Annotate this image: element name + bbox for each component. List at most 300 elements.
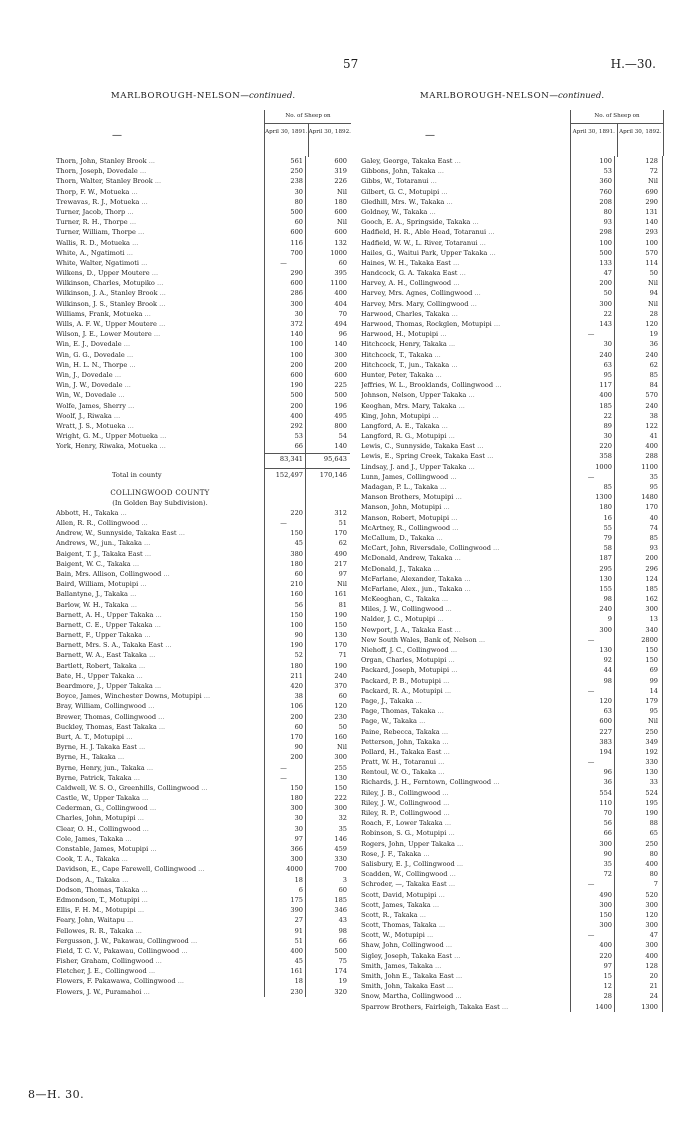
owner-name: Newport, J. A., Takaka East ... (361, 625, 461, 634)
col-1892-header: April 30, 1892. (308, 129, 351, 135)
sheep-1892: 71 (338, 651, 347, 660)
leader-dots: ... (181, 946, 188, 955)
sheep-1891: 4000 (286, 865, 303, 874)
leader-dots: ... (434, 350, 441, 359)
sheep-1892: 120 (645, 320, 658, 328)
sheep-1892: 162 (645, 595, 658, 604)
sheep-1892: 160 (334, 732, 347, 741)
sheep-1892: 226 (334, 177, 347, 186)
sheep-1892: 50 (649, 269, 658, 278)
owner-name: Flowers, J. W., Puramahoi ... (56, 987, 150, 996)
leader-dots: ... (495, 381, 502, 390)
owner-name: Page, W., Takaka ... (361, 717, 426, 726)
sheep-1892: 97 (338, 569, 347, 578)
leader-dots: ... (438, 921, 446, 930)
leader-dots: ... (415, 696, 422, 705)
owner-name: Schroder, —, Takaka East ... (361, 880, 456, 889)
owner-name: Scott, James, Takaka ... (361, 900, 440, 909)
owner-name: Win, J. W., Dovedale ... (56, 381, 131, 390)
county-subtitle: (In Golden Bay Subdivision). (112, 498, 208, 507)
owner-name: Lunn, James, Collingwood ... (361, 472, 457, 481)
sheep-1892: 1000 (330, 248, 347, 257)
table-row (361, 380, 663, 390)
col-1891-header: April 30, 1891. (265, 124, 309, 157)
owner-name: Smith, James, Takaka ... (361, 961, 442, 970)
leader-dots: ... (149, 651, 156, 660)
owner-name: Jeffries, W. L., Brooklands, Collingwood ... (361, 381, 502, 390)
sheep-1891: 22 (603, 309, 612, 318)
table-row (361, 839, 663, 849)
owner-name: Turner, Jacob, Thorp ... (56, 207, 134, 216)
sheep-1892: 190 (334, 610, 347, 619)
table-row (361, 401, 663, 411)
owner-name: Baigent, W. C., Takaka ... (56, 559, 140, 568)
owner-name: Castle, W., Upper Takaka ... (56, 794, 149, 803)
sheep-1892: 570 (645, 248, 658, 257)
leader-dots: ... (448, 880, 456, 889)
sheep-1891: 51 (294, 936, 303, 945)
table-row (361, 564, 663, 574)
leader-dots: ... (130, 590, 137, 599)
owner-name: Manson, John, Motupipi ... (361, 503, 450, 512)
leader-dots: ... (155, 610, 162, 619)
sheep-1891: 300 (599, 921, 612, 930)
table-row (361, 227, 663, 237)
owner-name: Turner, William, Thorpe ... (56, 228, 145, 237)
owner-name: Cole, James, Takaka ... (56, 834, 132, 843)
leader-dots: ... (144, 549, 152, 558)
sheep-1892: 225 (334, 381, 347, 390)
left-table-body (56, 156, 350, 997)
sheep-1891: 80 (603, 207, 612, 216)
sheep-1892: 13 (649, 615, 658, 624)
sheep-1892: 495 (334, 411, 347, 420)
leader-dots: ... (201, 783, 208, 792)
owner-name: Andrew, W., Sunnyside, Takaka East ... (56, 529, 185, 538)
sheep-1892: 19 (649, 330, 658, 339)
leader-dots: ... (451, 360, 458, 369)
owner-name: Hitchcock, T., jun., Takaka ... (361, 360, 458, 369)
sheep-1892: 140 (334, 442, 347, 451)
sheep-1892: 170 (334, 529, 347, 538)
sheep-1892: 290 (645, 197, 658, 206)
owner-name: Hunter, Peter, Takaka ... (361, 370, 442, 379)
owner-name: Gibbons, John, Takaka ... (361, 167, 444, 176)
table-row (361, 207, 663, 217)
sheep-1892: 132 (334, 238, 347, 247)
sheep-1891: 90 (294, 631, 303, 640)
leader-dots: ... (125, 834, 132, 843)
sheep-1892: 72 (649, 167, 658, 176)
sheep-1891: 30 (294, 814, 303, 823)
owner-name: Petterson, John, Takaka ... (361, 737, 449, 746)
sheep-1892: 395 (334, 269, 347, 278)
sheep-1892: 38 (649, 411, 658, 420)
sheep-1891: 211 (290, 671, 303, 680)
leader-dots: ... (458, 401, 465, 410)
sheep-1891: 300 (599, 299, 612, 308)
sheep-1892: 65 (649, 829, 658, 838)
sheep-1892: 62 (338, 539, 347, 548)
leader-dots: ... (138, 661, 146, 670)
sheep-1892: 75 (338, 957, 347, 966)
owner-name: Allen, R. R., Collingwood ... (56, 519, 148, 527)
sheep-1892: 524 (645, 788, 658, 797)
table-row (361, 431, 663, 441)
table-row (361, 910, 663, 920)
sheep-1892: 400 (645, 951, 658, 960)
sheep-1892: 250 (645, 839, 658, 848)
sheep-1892: 128 (645, 157, 658, 165)
owner-name: Fisher, Graham, Collingwood ... (56, 957, 162, 966)
sheep-1892: 319 (334, 167, 347, 176)
leader-dots: ... (141, 258, 148, 267)
owner-name: McFarlane, Alexander, Takaka ... (361, 574, 471, 583)
sheep-1891: 98 (603, 595, 612, 604)
leader-dots: ... (144, 631, 151, 640)
sheep-1891: 300 (290, 804, 303, 813)
table-row (361, 920, 663, 930)
table-row (361, 574, 663, 584)
sheep-1891: — (587, 931, 595, 940)
leader-dots: ... (438, 768, 445, 777)
table-row (361, 411, 663, 421)
owner-name: Wilkens, D., Upper Moutere ... (56, 269, 159, 278)
owner-name: Wills, A. F. W., Upper Moutere ... (56, 320, 166, 328)
sheep-1891: 100 (290, 350, 303, 359)
table-row (361, 523, 663, 533)
owner-name: Ellis, F. H. M., Motupipi ... (56, 906, 145, 915)
subtotal-1892: 95,643 (323, 455, 347, 464)
sheep-1891: 72 (603, 870, 612, 879)
owner-name: Page, J., Takaka ... (361, 696, 422, 705)
leader-dots: ... (445, 941, 453, 950)
sheep-1891: 230 (290, 987, 303, 996)
table-row (361, 238, 663, 248)
sheep-1892: 93 (649, 544, 658, 553)
sheep-1891: 150 (599, 910, 612, 919)
leader-dots: ... (126, 732, 133, 741)
sheep-1891: 180 (599, 503, 612, 512)
leader-dots: ... (438, 758, 445, 767)
sheep-1892: 28 (649, 309, 658, 318)
table-row (361, 553, 663, 563)
leader-dots: ... (468, 391, 475, 400)
owner-name: Fergusson, J. W., Pakawau, Collingwood ... (56, 936, 198, 945)
leader-dots: ... (154, 620, 161, 629)
owner-name: Robinson, S. G., Motupipi ... (361, 829, 455, 838)
sheep-1892: 349 (645, 737, 658, 746)
sheep-1892: 40 (649, 513, 658, 522)
sheep-1892: 600 (334, 370, 347, 379)
sheep-1892: 600 (334, 157, 347, 165)
owner-name: Rose, J. F., Takaka ... (361, 849, 430, 858)
leader-dots: ... (158, 722, 166, 731)
sheep-1892: 600 (334, 228, 347, 237)
table-row (361, 451, 663, 461)
sheep-1891: 56 (603, 819, 612, 828)
owner-name: Trewavas, R. J., Motueka ... (56, 197, 148, 206)
owner-name: White, A., Ngatimoti ... (56, 248, 133, 257)
leader-dots: ... (118, 391, 125, 400)
table-row (361, 767, 663, 777)
owner-name: McDonald, J., Takaka ... (361, 564, 440, 573)
leader-dots: ... (455, 972, 463, 980)
owner-name: Bartlett, Robert, Takaka ... (56, 661, 146, 670)
leader-dots: ... (454, 625, 461, 634)
sheep-1891: 60 (294, 569, 303, 578)
leader-dots: ... (141, 885, 148, 894)
table-row (361, 482, 663, 492)
leader-dots: ... (154, 682, 162, 690)
sheep-1891: 133 (599, 258, 612, 267)
leader-dots: ... (487, 452, 494, 461)
table-row (361, 543, 663, 553)
leader-dots: ... (448, 829, 455, 838)
sheep-1891: 190 (290, 641, 303, 650)
leader-dots: ... (443, 503, 450, 512)
table-row (361, 788, 663, 798)
sheep-1892: 312 (334, 508, 347, 517)
sheep-1891: 22 (603, 411, 612, 420)
owner-name: Thorn, Joseph, Dovedale ... (56, 167, 147, 176)
page-number: 57 (343, 57, 359, 71)
leader-dots: ... (446, 197, 453, 206)
sheep-count-group-label: No. of Sheep on (265, 110, 351, 124)
sheep-1892: 54 (338, 432, 347, 441)
leader-dots: ... (132, 238, 139, 247)
owner-name: Byrne, H., Takaka ... (56, 753, 125, 762)
table-row (361, 890, 663, 900)
leader-dots: ... (148, 157, 156, 165)
sheep-1891: 600 (290, 279, 303, 288)
leader-dots: ... (441, 595, 449, 604)
leader-dots: ... (457, 839, 464, 848)
sheep-1891: 30 (603, 340, 612, 349)
table-row (361, 727, 663, 737)
sheep-1892: 255 (334, 763, 347, 772)
sheep-1891: 180 (290, 794, 303, 803)
sheep-1891: 208 (599, 197, 612, 206)
sheep-1891: 35 (603, 859, 612, 868)
sheep-1892: 95 (649, 483, 658, 491)
leader-dots: ... (141, 895, 148, 904)
sheep-1892: 2800 (641, 635, 658, 644)
leader-dots: ... (144, 539, 151, 548)
sheep-1891: 79 (603, 533, 612, 542)
owner-name: Packard, R. A., Motupipi ... (361, 686, 452, 695)
leader-dots: ... (419, 717, 426, 726)
table-row (361, 849, 663, 859)
sheep-1891: 194 (599, 747, 612, 756)
owner-name: Baird, William, Motupipi ... (56, 580, 147, 589)
table-row (361, 991, 663, 1001)
owner-name: Burt, A. T., Motupipi ... (56, 732, 133, 741)
sheep-1891: 360 (599, 177, 612, 186)
leader-dots: ... (442, 788, 449, 797)
owner-name: Wilkinson, Charles, Motupiko ... (56, 279, 164, 288)
sheep-1891: 390 (290, 906, 303, 915)
sheep-1891: 60 (294, 218, 303, 227)
sheep-1892: 33 (649, 778, 658, 787)
sheep-1892: 200 (645, 554, 658, 563)
owner-name: Harwood, Charles, Takaka ... (361, 309, 458, 318)
leader-dots: ... (456, 859, 464, 868)
leader-dots: ... (129, 360, 136, 369)
owner-name: Lewis, C., Sunnyside, Takaka East ... (361, 442, 484, 451)
leader-dots: ... (149, 804, 157, 813)
sheep-1892: Nil (337, 743, 347, 752)
leader-dots: ... (430, 177, 437, 186)
owner-name: Pratt, W. H., Totaranui ... (361, 758, 445, 767)
leader-dots: ... (445, 605, 452, 614)
sheep-1892: 459 (334, 845, 347, 853)
owner-name: Thorn, John, Stanley Brook ... (56, 157, 156, 165)
table-row (361, 513, 663, 523)
owner-name: Harvey, Mrs. Agnes, Collingwood ... (361, 289, 481, 298)
leader-dots: ... (130, 600, 137, 609)
sheep-1892: 185 (645, 584, 658, 593)
sheep-1891: 300 (599, 900, 612, 909)
table-row (361, 319, 663, 329)
sheep-1892: 500 (334, 391, 347, 400)
leader-dots: ... (139, 167, 147, 176)
sheep-1892: Nil (648, 177, 658, 186)
sheep-1891: 30 (294, 187, 303, 196)
owner-name: Miles, J. W., Collingwood ... (361, 605, 452, 614)
sheep-1892: 74 (649, 523, 658, 532)
sheep-1892: 3 (342, 875, 347, 884)
sheep-1891: — (280, 519, 287, 527)
sheep-1891: — (280, 773, 287, 782)
table-row (361, 176, 663, 186)
sheep-1892: Nil (337, 218, 347, 227)
leader-dots: ... (451, 513, 458, 522)
sheep-1891: 28 (603, 992, 612, 1001)
leader-dots: ... (442, 737, 449, 746)
sheep-1892: 84 (649, 381, 658, 390)
leader-dots: ... (113, 411, 121, 420)
owner-name: Baigent, T. J., Takaka East ... (56, 549, 152, 558)
sheep-1892: 185 (334, 895, 347, 904)
owner-name: Packard, P. B., Motupipi ... (361, 676, 450, 685)
owner-name: Langford, R. G., Motupipi ... (361, 432, 455, 441)
leader-dots: ... (160, 432, 167, 441)
leader-dots: ... (451, 309, 458, 318)
sheep-1892: 62 (649, 360, 658, 369)
leader-dots: ... (464, 584, 471, 593)
table-row (361, 665, 663, 675)
sheep-1891: 143 (599, 320, 612, 328)
leader-dots: ... (501, 1002, 509, 1011)
owner-name: Sigley, Joseph, Takaka East ... (361, 951, 461, 960)
sheep-1892: 300 (334, 804, 347, 813)
leader-dots: ... (155, 957, 162, 966)
sheep-1892: 60 (338, 692, 347, 701)
sheep-1891: 300 (290, 855, 303, 864)
leader-dots: ... (158, 712, 165, 721)
owner-name: McKeoghan, C., Takaka ... (361, 595, 449, 604)
owner-name: Smith, John, Takaka East ... (361, 982, 454, 991)
leader-dots: ... (435, 961, 442, 970)
sheep-1892: 500 (334, 946, 347, 955)
owner-name: Barlow, W. H., Takaka ... (56, 600, 137, 609)
sheep-1891: — (280, 763, 287, 772)
sheep-1892: 320 (334, 987, 347, 996)
sheep-1891: 600 (599, 717, 612, 726)
table-row (361, 472, 663, 482)
sheep-1892: 114 (645, 258, 658, 267)
owner-name: Handcock, G. A. Takaka East ... (361, 269, 466, 278)
sheep-1891: 161 (290, 967, 303, 976)
sheep-1891: 220 (599, 442, 612, 451)
owner-name: Rogers, John, Upper Takaka ... (361, 839, 464, 848)
owner-name: Ballantyne, J., Takaka ... (56, 590, 137, 599)
sheep-1891: 400 (599, 941, 612, 950)
table-row (361, 309, 663, 319)
right-table-body (361, 156, 663, 1012)
sheep-1892: 100 (645, 238, 658, 247)
sheep-1891: 45 (294, 539, 303, 548)
table-row (361, 350, 663, 360)
owner-name: Byrne, H. J. Takaka East ... (56, 743, 146, 752)
name-column-header: — (425, 130, 435, 141)
owner-name: Win, E. J., Dovedale ... (56, 340, 131, 349)
owner-name: Roach, F., Lower Takaka ... (361, 819, 452, 828)
leader-dots: ... (446, 982, 454, 991)
leader-dots: ... (123, 340, 131, 349)
leader-dots: ... (429, 207, 436, 216)
total-rule (264, 468, 350, 469)
table-row (361, 421, 663, 431)
sheep-1891: 600 (290, 370, 303, 379)
leader-dots: ... (157, 279, 164, 288)
sheep-1891: 155 (599, 584, 612, 593)
sheep-1891: 420 (290, 682, 303, 690)
sheep-1892: 140 (645, 218, 658, 227)
leader-dots: ... (148, 967, 156, 976)
leader-dots: ... (493, 544, 500, 553)
sheep-count-header (570, 110, 664, 156)
sheep-1891: 6 (298, 885, 303, 894)
sheep-1891: 100 (599, 157, 612, 165)
leader-dots: ... (423, 849, 430, 858)
subtotal-rule (264, 453, 350, 454)
leader-dots: ... (443, 809, 450, 817)
owner-name: Scott, R., Takaka ... (361, 910, 426, 919)
owner-name: Niehoff, J. C., Collingwood ... (361, 646, 458, 654)
sheep-1892: 240 (645, 401, 658, 410)
sheep-1892: 70 (338, 309, 347, 318)
sheep-1892: 300 (334, 753, 347, 762)
owner-name: Win, J., Dovedale ... (56, 370, 122, 379)
leader-dots: ... (452, 523, 459, 532)
right-col-divider (570, 156, 571, 1012)
sheep-1892: 170 (334, 641, 347, 650)
sheep-1892: 140 (334, 340, 347, 349)
table-row (361, 360, 663, 370)
owner-name: Bray, William, Collingwood ... (56, 702, 155, 711)
owner-name: Dodson, Thomas, Takaka ... (56, 885, 148, 894)
leader-dots: ... (131, 187, 138, 196)
leader-dots: ... (454, 554, 461, 563)
sheep-1891: — (587, 880, 595, 889)
sheep-1892: 190 (334, 661, 347, 670)
table-row (361, 879, 663, 889)
leader-dots: ... (144, 309, 151, 318)
leader-dots: ... (127, 421, 134, 430)
leader-dots: ... (438, 890, 445, 899)
